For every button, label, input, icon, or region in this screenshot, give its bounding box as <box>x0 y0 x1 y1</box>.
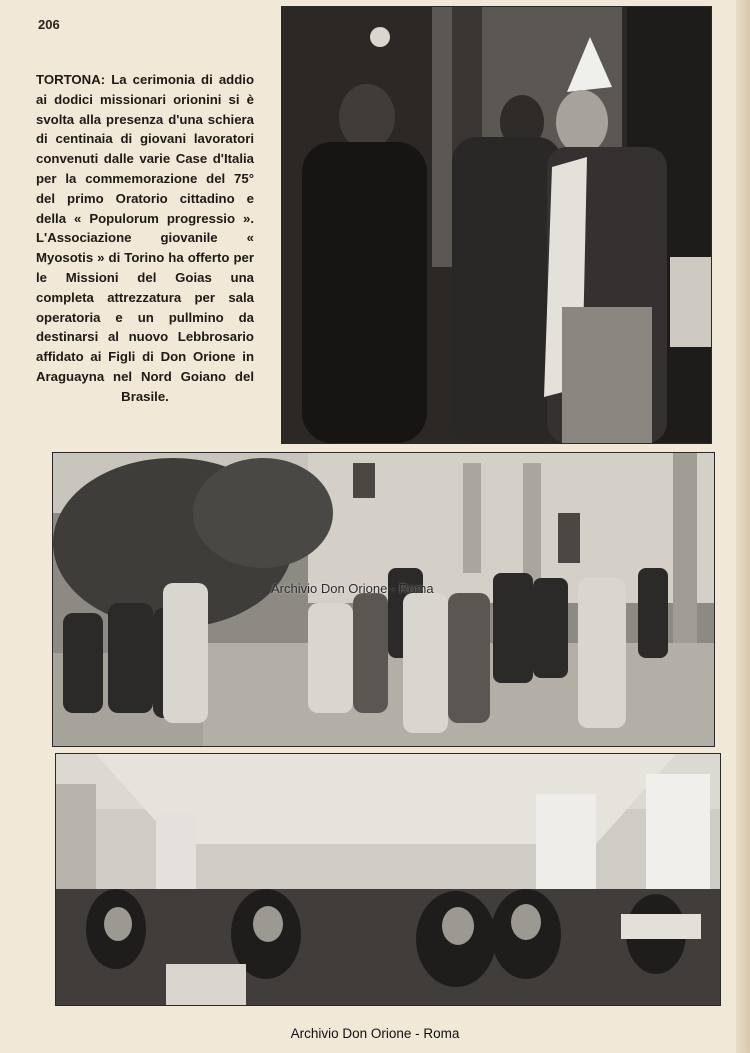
photo-courtyard-crowd <box>52 452 715 747</box>
caption-body: La cerimonia di addio ai dodici missionari orionini si è svolta alla presenza d'una schiera di centinaia di giovani lavoratori convenuti dalle varie Case d'Italia per la commemorazione del 75° del primo Oratorio cittadino e della « Populorum progressio ». L'Associazione giovanile « Myosotis » di Torino ha offerto per le Missioni del Goias una completa attrezzatura per sala operatoria e un pullmino da destinarsi al nuovo Lebbrosario affidato ai Figli di Don Orione in Araguayna nel Nord Goiano del Brasile. <box>36 72 254 404</box>
page-edge-shadow <box>736 0 750 1053</box>
footer-archive-credit: Archivio Don Orione - Roma <box>290 1026 460 1041</box>
photo-caption <box>36 70 254 407</box>
bishop-embrace-image <box>282 7 711 443</box>
caption-lead: TORTONA: <box>36 72 106 87</box>
page-number: 206 <box>38 17 60 32</box>
photo-dining-hall <box>55 753 721 1006</box>
courtyard-crowd-image <box>53 453 714 746</box>
photo-bishop-embrace <box>281 6 712 444</box>
archive-watermark: Archivio Don Orione - Roma <box>271 581 434 596</box>
dining-hall-image <box>56 754 720 1005</box>
